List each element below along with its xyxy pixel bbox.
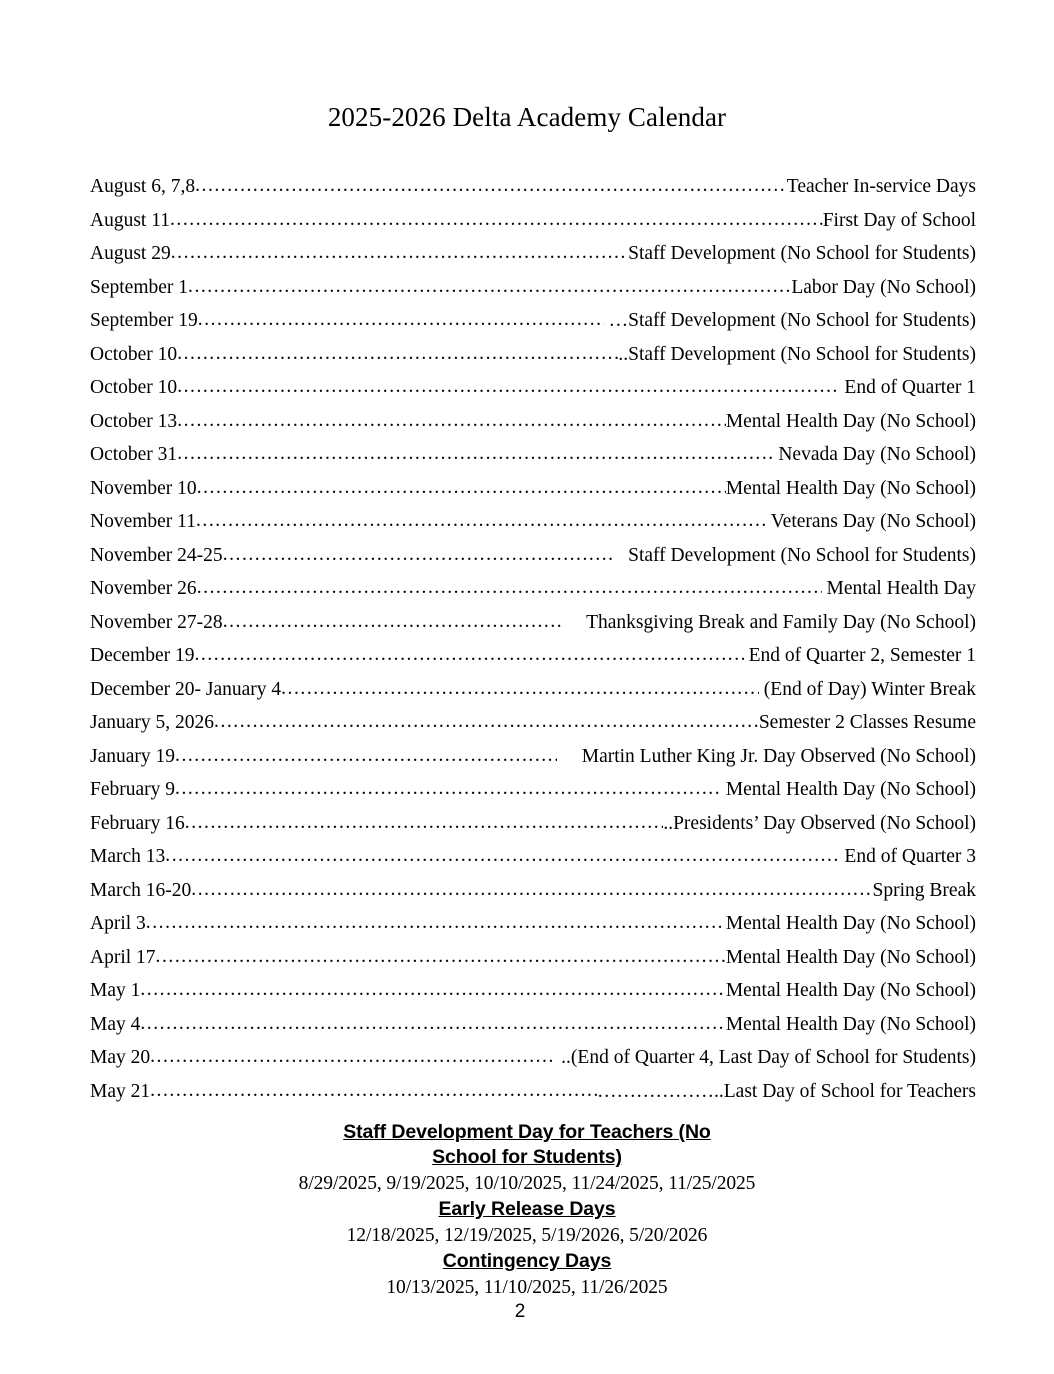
dot-leader (188, 271, 791, 304)
entry-label: Veterans Day (No School) (770, 511, 976, 532)
entry-label: Mental Health Day (No School) (725, 1013, 976, 1035)
entry-label: Staff Development (No School for Students) (628, 544, 976, 566)
dot-leader (175, 773, 721, 806)
calendar-entry-row (90, 572, 976, 606)
entry-label: End of Quarter 1 (844, 377, 976, 398)
calendar-entry-row (90, 271, 976, 305)
entry-date: May 1 (90, 980, 141, 1001)
calendar-entry-row (90, 338, 976, 372)
calendar-entry-row (90, 1075, 976, 1109)
entry-date: August 11 (90, 209, 170, 231)
dot-leader (214, 706, 759, 739)
entry-label: Spring Break (872, 879, 976, 901)
dot-leader (140, 1008, 725, 1041)
calendar-entry-row (90, 170, 976, 204)
calendar-entry-row (90, 438, 976, 472)
dot-leader (195, 639, 744, 672)
entry-date: May 4 (90, 1013, 141, 1035)
bottom-notes-block (0, 1120, 1054, 1301)
entry-label: Mental Health Day (No School) (725, 946, 976, 968)
calendar-entry-row (90, 237, 976, 271)
dot-leader (146, 907, 721, 940)
dot-leader (196, 505, 766, 538)
calendar-entry-row (90, 371, 976, 405)
entry-label: Teacher In-service Days (786, 176, 976, 197)
entry-leader-tail (613, 539, 628, 573)
calendar-entry-row (90, 673, 976, 707)
entry-date: November 27-28 (90, 611, 223, 633)
entry-label: Mental Health Day (No School) (725, 980, 976, 1001)
entry-label: End of Quarter 2, Semester 1 (748, 645, 976, 666)
calendar-entry-row (90, 907, 976, 941)
entry-label: Mental Health Day (No School) (725, 410, 976, 432)
calendar-entry-row (90, 304, 976, 338)
entry-leader-tail: .. (663, 812, 674, 834)
entry-date: December 20- January 4 (90, 678, 282, 700)
entry-date: October 10 (90, 377, 178, 398)
entry-date: November 26 (90, 578, 197, 599)
entry-date: November 24-25 (90, 544, 223, 566)
entry-date: February 16 (90, 812, 185, 834)
dot-leader (223, 539, 614, 572)
early-release-dates: 12/18/2025, 12/19/2025, 5/19/2026, 5/20/2026 (346, 1225, 708, 1246)
dot-leader (175, 740, 557, 773)
entry-label: Mental Health Day (No School) (725, 913, 976, 934)
entry-label: Staff Development (No School for Students) (628, 343, 976, 365)
entry-label: First Day of School (822, 209, 976, 231)
dot-leader (177, 438, 773, 471)
entry-leader-tail (557, 740, 581, 774)
calendar-entry-row (90, 840, 976, 874)
entry-date: September 1 (90, 276, 189, 298)
calendar-entry-row (90, 472, 976, 506)
entry-label: Mental Health Day (No School) (725, 779, 976, 800)
entry-date: October 10 (90, 343, 178, 365)
contingency-dates: 10/13/2025, 11/10/2025, 11/26/2025 (386, 1277, 668, 1298)
entry-leader-tail: .. (556, 1047, 571, 1068)
entry-date: April 3 (90, 913, 146, 934)
entry-label: Presidents’ Day Observed (No School) (673, 812, 976, 834)
entry-date: April 17 (90, 946, 156, 968)
entry-label: Martin Luther King Jr. Day Observed (No School) (581, 745, 976, 767)
calendar-entry-row (90, 639, 976, 673)
dot-leader (197, 572, 822, 605)
entry-date: October 31 (90, 444, 178, 465)
entry-label: (End of Day) Winter Break (763, 678, 976, 700)
dot-leader (195, 170, 787, 203)
dot-leader (185, 807, 664, 840)
entry-label: Labor Day (No School) (791, 276, 976, 298)
calendar-entry-row (90, 505, 976, 539)
entry-date: May 20 (90, 1047, 151, 1068)
calendar-entry-row (90, 740, 976, 774)
dot-leader (177, 338, 618, 371)
entry-date: September 19 (90, 310, 198, 331)
entry-date: August 6, 7,8 (90, 176, 196, 197)
calendar-entry-row (90, 706, 976, 740)
entry-date: November 10 (90, 477, 197, 499)
dot-leader (191, 874, 872, 907)
staff-development-heading: Staff Development Day for Teachers (No School for Students) (343, 1121, 711, 1168)
entry-date: February 9 (90, 779, 176, 800)
page-number: 2 (514, 1301, 526, 1322)
calendar-entry-row (90, 773, 976, 807)
entry-label: Mental Health Day (No School) (725, 477, 976, 499)
calendar-entry-row (90, 874, 976, 908)
entry-date: December 19 (90, 645, 195, 666)
calendar-entry-row (90, 539, 976, 573)
entry-leader-tail: ……………….. (597, 1080, 724, 1102)
entry-date: May 21 (90, 1080, 151, 1102)
entry-date: January 19 (90, 745, 176, 767)
entry-date: January 5, 2026 (90, 712, 215, 733)
dot-leader (177, 405, 726, 438)
dot-leader (140, 974, 725, 1007)
dot-leader (177, 371, 839, 404)
contingency-heading: Contingency Days (442, 1250, 612, 1272)
dot-leader (150, 1075, 597, 1108)
entry-leader-tail (562, 606, 586, 640)
entry-label: End of Quarter 3 (844, 846, 976, 867)
entry-label: Staff Development (No School for Students) (628, 310, 976, 331)
dot-leader (170, 204, 823, 237)
dot-leader (197, 472, 726, 505)
entry-date: November 11 (90, 511, 196, 532)
dot-leader (150, 1041, 556, 1074)
entry-label: Last Day of School for Teachers (723, 1080, 976, 1102)
calendar-entry-list (90, 170, 976, 1108)
entry-date: March 13 (90, 846, 166, 867)
early-release-heading: Early Release Days (438, 1198, 616, 1220)
entry-date: March 16-20 (90, 879, 192, 901)
dot-leader (156, 941, 726, 974)
dot-leader (171, 237, 628, 270)
calendar-entry-row (90, 606, 976, 640)
entry-label: Thanksgiving Break and Family Day (No School) (586, 611, 976, 633)
dot-leader (165, 840, 839, 873)
calendar-entry-row (90, 1008, 976, 1042)
entry-leader-tail: .. (618, 343, 629, 365)
calendar-entry-row (90, 974, 976, 1008)
calendar-entry-row (90, 204, 976, 238)
calendar-entry-row (90, 941, 976, 975)
page-title: 2025-2026 Delta Academy Calendar (327, 102, 727, 132)
calendar-entry-row (90, 807, 976, 841)
entry-label: (End of Quarter 4, Last Day of School for Students) (570, 1047, 976, 1068)
entry-date: October 13 (90, 410, 178, 432)
entry-label: Nevada Day (No School) (778, 444, 976, 465)
entry-leader-tail: … (603, 310, 629, 331)
entry-date: August 29 (90, 243, 171, 264)
dot-leader (198, 304, 604, 337)
entry-label: Semester 2 Classes Resume (758, 712, 976, 733)
staff-development-dates: 8/29/2025, 9/19/2025, 10/10/2025, 11/24/2025, 11/25/2025 (298, 1173, 756, 1194)
calendar-entry-row (90, 405, 976, 439)
entry-label: Staff Development (No School for Students) (628, 243, 976, 264)
calendar-entry-row (90, 1041, 976, 1075)
entry-label: Mental Health Day (826, 578, 976, 599)
dot-leader (223, 606, 562, 639)
dot-leader (281, 673, 759, 706)
